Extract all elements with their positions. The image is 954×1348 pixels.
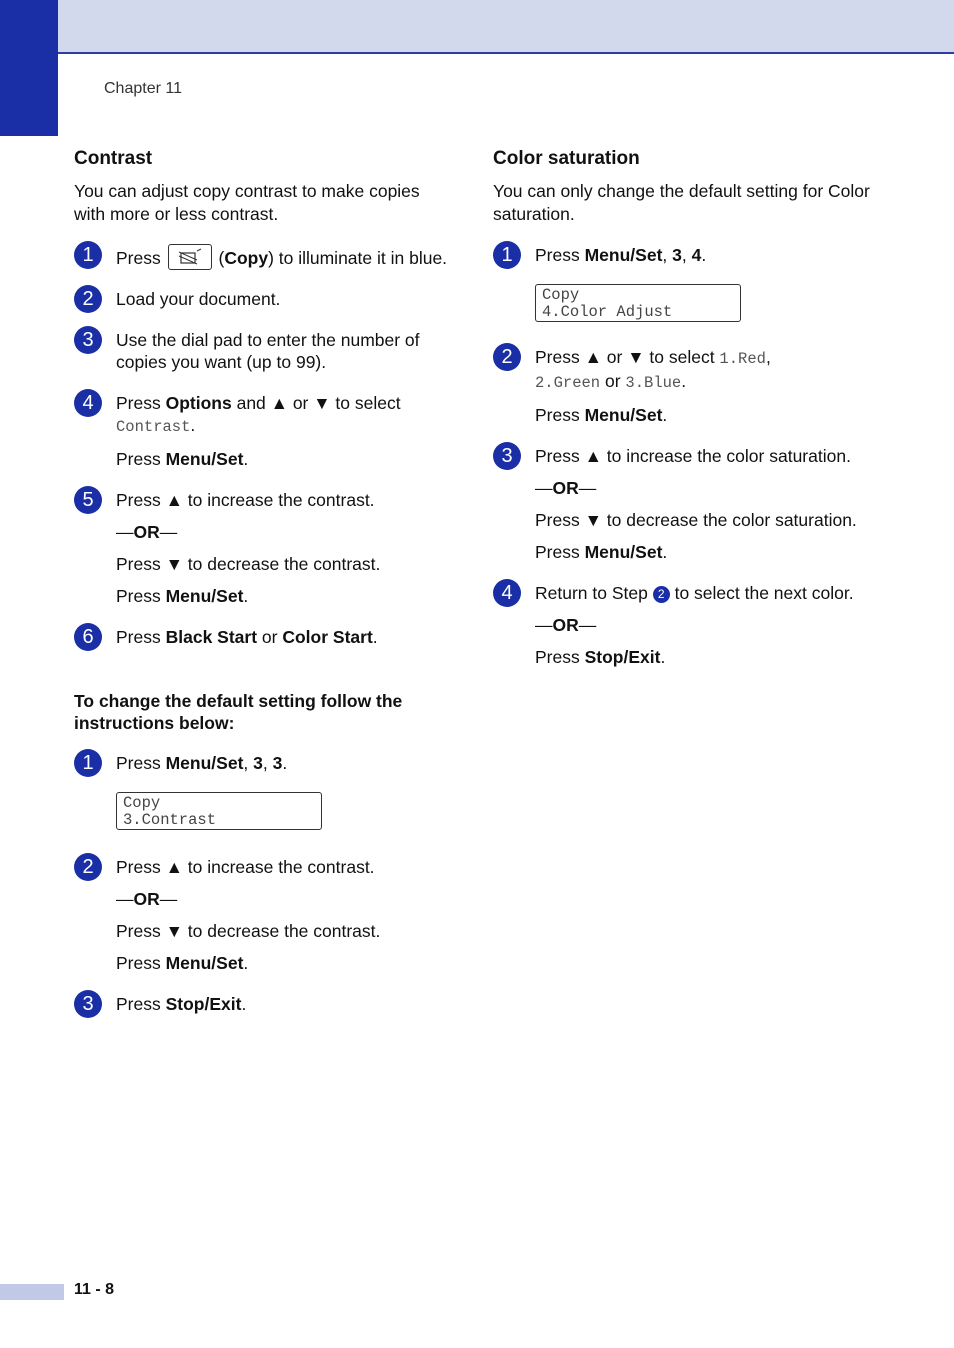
or-divider: —OR— bbox=[535, 615, 597, 635]
section-title: Contrast bbox=[74, 148, 153, 169]
lcd-display: Copy 3.Contrast bbox=[116, 792, 322, 830]
step-2: 2 Press ▲ or ▼ to select 1.Red, 2.Green or 3.Blue. Press Menu/Set. bbox=[493, 346, 893, 426]
step-number: 2 bbox=[74, 285, 102, 313]
or-divider: —OR— bbox=[116, 522, 178, 542]
step-number: 1 bbox=[74, 749, 102, 777]
chapter-tab bbox=[0, 0, 58, 136]
step-3: 3 Press ▲ to increase the color saturation. —OR— Press ▼ to decrease the color saturation. Press Menu/Set. bbox=[493, 445, 893, 563]
step-number: 1 bbox=[493, 241, 521, 269]
step-number: 5 bbox=[74, 486, 102, 514]
or-divider: —OR— bbox=[535, 478, 597, 498]
step-5: 5 Press ▲ to increase the contrast. —OR— Press ▼ to decrease the contrast. Press Menu/Set. bbox=[74, 489, 454, 607]
step-number: 6 bbox=[74, 623, 102, 651]
step-3: 3 Use the dial pad to enter the number of copies you want (up to 99). bbox=[74, 329, 454, 373]
copy-key-icon bbox=[168, 244, 212, 270]
subsection-title: To change the default setting follow the instructions below: bbox=[74, 691, 403, 733]
or-divider: —OR— bbox=[116, 889, 178, 909]
section-title: Color saturation bbox=[493, 148, 640, 169]
section-intro: You can adjust copy contrast to make copies with more or less contrast. bbox=[74, 181, 420, 224]
step-number: 2 bbox=[74, 853, 102, 881]
step-2: 2 Load your document. bbox=[74, 288, 454, 310]
page-number: 11 - 8 bbox=[74, 1281, 115, 1298]
step-1: 1 Press (Copy) to illuminate it in blue. bbox=[74, 244, 454, 270]
step-number: 3 bbox=[74, 990, 102, 1018]
step-4: 4 Press Options and ▲ or ▼ to select Contrast. Press Menu/Set. bbox=[74, 392, 454, 470]
step-number: 2 bbox=[493, 343, 521, 371]
color-saturation-section bbox=[493, 148, 893, 668]
default-step-1: 1 Press Menu/Set, 3, 3. bbox=[74, 752, 454, 774]
chapter-label: Chapter 11 bbox=[104, 80, 182, 97]
step-number: 4 bbox=[74, 389, 102, 417]
step-number: 4 bbox=[493, 579, 521, 607]
step-6: 6 Press Black Start or Color Start. bbox=[74, 626, 454, 648]
default-step-2: 2 Press ▲ to increase the contrast. —OR— Press ▼ to decrease the contrast. Press Menu/Set. bbox=[74, 856, 454, 974]
section-intro: You can only change the default setting for Color saturation. bbox=[493, 181, 870, 224]
step-4: 4 Return to Step 2 to select the next color. —OR— Press Stop/Exit. bbox=[493, 582, 893, 668]
default-step-3: 3 Press Stop/Exit. bbox=[74, 993, 454, 1015]
step-reference: 2 bbox=[653, 586, 670, 603]
footer-band bbox=[0, 1284, 64, 1300]
step-number: 3 bbox=[493, 442, 521, 470]
step-1: 1 Press Menu/Set, 3, 4. bbox=[493, 244, 893, 266]
contrast-section bbox=[74, 148, 454, 1015]
step-number: 3 bbox=[74, 326, 102, 354]
header-band bbox=[0, 0, 954, 54]
lcd-display: Copy 4.Color Adjust bbox=[535, 284, 741, 322]
step-number: 1 bbox=[74, 241, 102, 269]
